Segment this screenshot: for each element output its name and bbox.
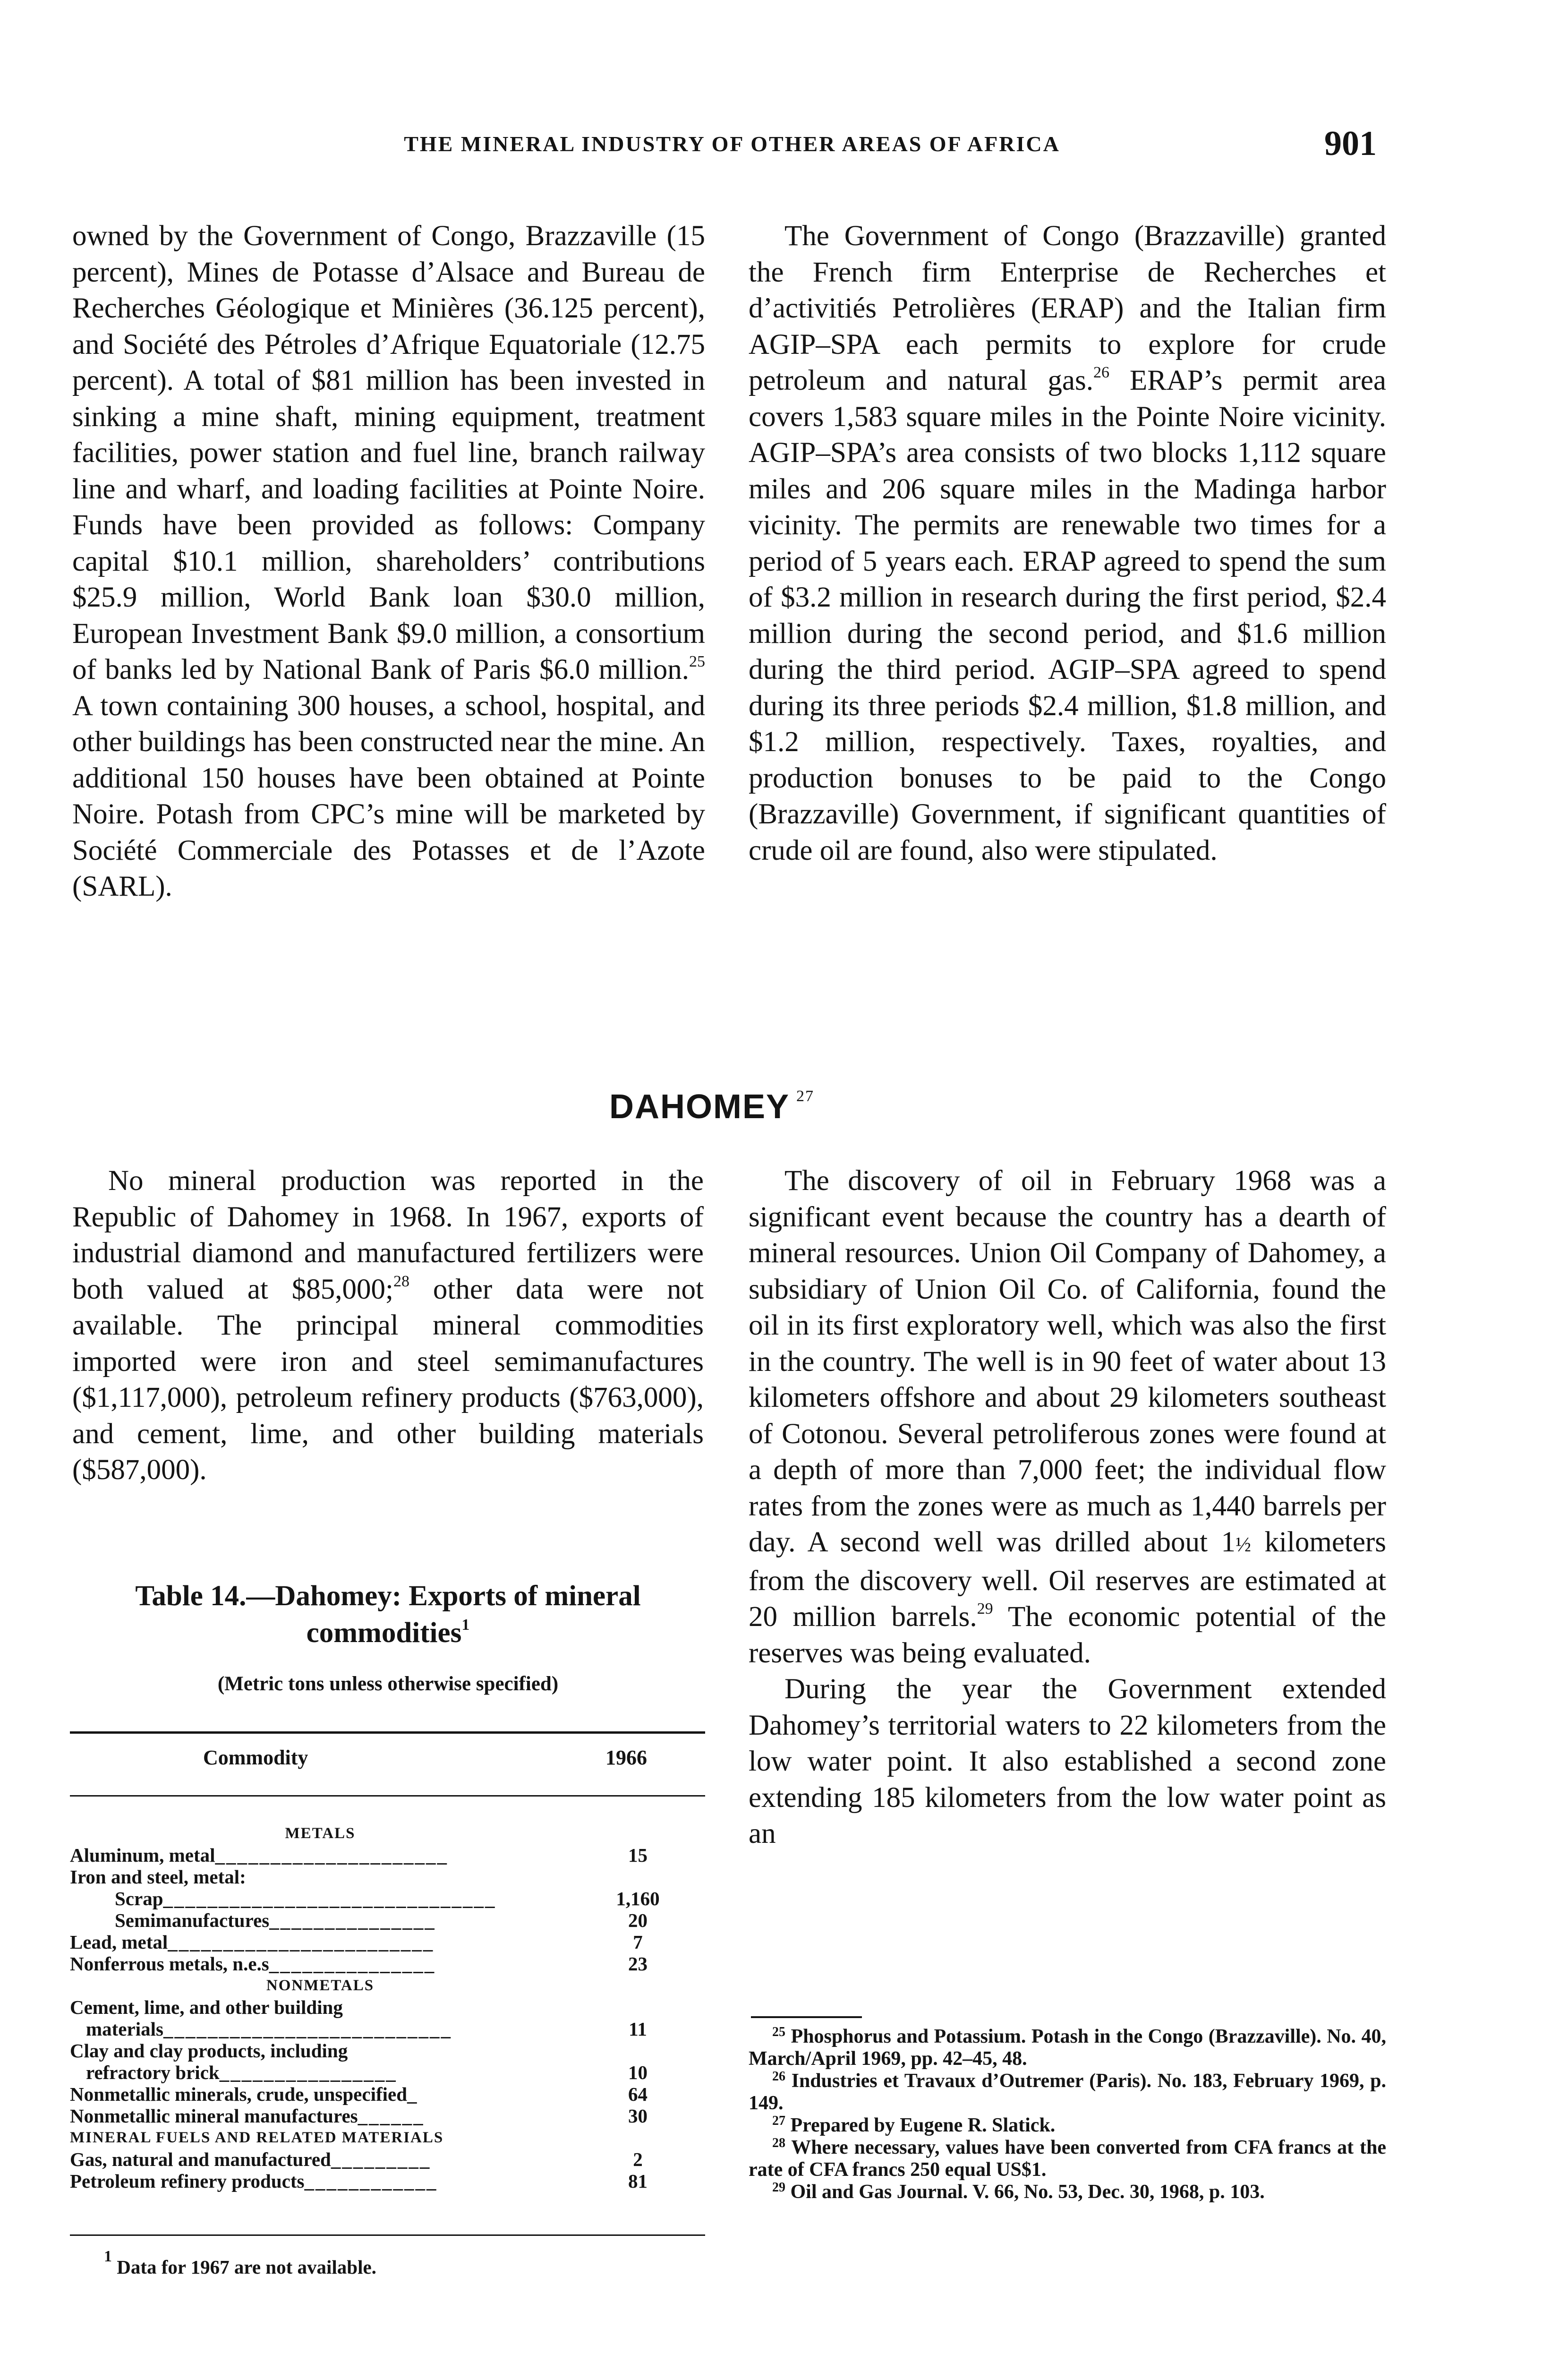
- footnote-28: $^{28}$ Where necessary, values have been converted from CFA francs at the rate of CFA francs 250 equal US$1.: [749, 2136, 1386, 2181]
- table-row: [70, 1866, 705, 1888]
- commodity-value: 23: [628, 1953, 648, 1975]
- commodity-value: 30: [628, 2105, 648, 2127]
- table-unit-note: (Metric tons unless otherwise specified): [217, 1673, 559, 1695]
- congo-petroleum-column: [749, 218, 1386, 869]
- paragraph: During the year the Government extended Dahomey’s territorial waters to 22 kilometers from the low water point. It also established a second zone extending 185 kilometers from the low water point as an: [749, 1673, 1386, 1849]
- commodity-name: Lead, metal________________________: [70, 1931, 435, 1953]
- dahomey-oil-column: [749, 1163, 1386, 1852]
- commodity-value: 11: [629, 2018, 647, 2040]
- table-row: [70, 1888, 705, 1909]
- commodity-name: Iron and steel, metal:: [70, 1866, 246, 1888]
- table-footnote: $^1$ Data for 1967 are not available.: [104, 2248, 376, 2278]
- footnotes: [749, 2026, 1386, 2203]
- running-head: THE MINERAL INDUSTRY OF OTHER AREAS OF AFRICA: [404, 132, 1060, 156]
- commodity-value: 20: [628, 1909, 648, 1931]
- commodity-name: Nonmetallic minerals, crude, unspecified_: [70, 2083, 418, 2105]
- table-row: [70, 2170, 705, 2192]
- table-row: [70, 1844, 705, 1866]
- footnote-29: $^{29}$ Oil and Gas Journal. V. 66, No. 53, Dec. 30, 1968, p. 103.: [772, 2180, 1265, 2203]
- commodity-value: 10: [628, 2062, 648, 2083]
- category-label: MINERAL FUELS AND RELATED MATERIALS: [70, 2129, 444, 2146]
- congo-potash-column: [72, 218, 705, 905]
- footnote-ref[interactable]: 27: [796, 1087, 815, 1105]
- commodity-value: 7: [633, 1931, 643, 1953]
- table-category-row: [70, 2127, 705, 2148]
- table-row: [70, 1996, 705, 2040]
- commodity-value: 15: [628, 1844, 648, 1866]
- footnote-ref[interactable]: 28: [393, 1272, 409, 1290]
- commodity-value: 81: [628, 2170, 648, 2192]
- column-header-commodity: Commodity: [203, 1746, 308, 1769]
- section-heading-dahomey: DAHOMEY $^{27}$: [609, 1087, 815, 1126]
- commodity-value: 2: [633, 2148, 643, 2170]
- paragraph: The discovery of oil in February 1968 was a significant event because the country has a dearth of mineral resources. Union Oil Company of Dahomey, a subsidiary of Union Oil Co. of California, found the oil in its first exploratory well, which was also the first in the country. The well is in 90 feet of water about 13 kilometers offshore and about 29 kilometers southeast of Cotonou. Several petroliferous zones were found at a depth of more than 7,000 feet; the individual flow rates from the zones were as much as 1,440 barrels per day. A second well was drilled about 1½ kilometers from the discovery well. Oil reserves are estimated at 20 million barrels.$^{29}$ The economic potential of the reserves was being evaluated.: [749, 1165, 1386, 1669]
- commodity-name: Semimanufactures_______________: [115, 1909, 436, 1931]
- commodity-value: 64: [628, 2083, 648, 2105]
- commodity-value: 1,160: [616, 1888, 660, 1909]
- commodity-name: Petroleum refinery products____________: [70, 2170, 438, 2192]
- commodity-name: Nonferrous metals, n.e.s_______________: [70, 1953, 436, 1975]
- table-row: [70, 1931, 705, 1953]
- footnote-26: $^{26}$ Industries et Travaux d’Outremer (Paris). No. 183, February 1969, p. 149.: [749, 2069, 1386, 2114]
- table-row: [70, 1953, 705, 1975]
- commodity-name: Cement, lime, and other building materials__________________________: [70, 1996, 452, 2040]
- commodity-name: Nonmetallic mineral manufactures______: [70, 2105, 425, 2127]
- table-title: Table 14.—Dahomey: Exports of mineral commodities$^1$: [135, 1580, 641, 1649]
- table-category-row: [70, 1823, 705, 1844]
- footnote-ref[interactable]: 29: [977, 1600, 993, 1617]
- category-label: METALS: [285, 1825, 356, 1842]
- paragraph: No mineral production was reported in the Republic of Dahomey in 1968. In 1967, exports of industrial diamond and manufactured fertilizers were both valued at $85,000;$^{28}$ other data were not available. The principal mineral commodities imported were iron and steel semimanufactures ($1,117,000), petroleum refinery products ($763,000), and cement, lime, and other building materials ($587,000).: [72, 1165, 704, 1486]
- table-header-rule: [70, 1795, 705, 1797]
- paragraph: owned by the Government of Congo, Brazzaville (15 percent), Mines de Potasse d’Alsace and Bureau de Recherches Géologique et Minières (36.125 percent), and Société des Pétroles d’Afrique Equatoriale (12.75 percent). A total of $81 million has been invested in sinking a mine shaft, mining equipment, treatment facilities, power station and fuel line, branch railway line and wharf, and loading facilities at Pointe Noire. Funds have been provided as follows: Company capital $10.1 million, shareholders’ contributions $25.9 million, World Bank loan $30.0 million, European Investment Bank $9.0 million, a consortium of banks led by National Bank of Paris $6.0 million.$^{25}$ A town containing 300 houses, a school, hospital, and other buildings has been constructed near the mine. An additional 150 houses have been obtained at Pointe Noire. Potash from CPC’s mine will be marketed by Société Commerciale des Potasses et de l’Azote (SARL).: [72, 220, 705, 902]
- exports-table: [70, 1823, 705, 2192]
- table-category-row: [70, 1975, 705, 1996]
- footnote-ref[interactable]: 26: [1093, 364, 1109, 381]
- footnote-marker: 1: [104, 2248, 112, 2265]
- table-row: [70, 2083, 705, 2105]
- table-row: [70, 2040, 705, 2083]
- paragraph: The Government of Congo (Brazzaville) granted the French firm Enterprise de Recherches et d’activitiés Petrolières (ERAP) and the Italian firm AGIP–SPA each permits to explore for crude petroleum and natural gas.$^{26}$ ERAP’s permit area covers 1,583 square miles in the Pointe Noire vicinity. AGIP–SPA’s area consists of two blocks 1,112 square miles and 206 square miles in the Madinga harbor vicinity. The permits are renewable two times for a period of 5 years each. ERAP agreed to spend the sum of $3.2 million in research during the first period, $2.4 million during the second period, and $1.6 million during the third period. AGIP–SPA agreed to spend during its three periods $2.4 million, $1.8 million, and $1.2 million, respectively. Taxes, royalties, and production bonuses to be paid to the Congo (Brazzaville) Government, if significant quantities of crude oil are found, also were stipulated.: [749, 220, 1386, 866]
- table-row: [70, 1909, 705, 1931]
- commodity-name: Aluminum, metal_____________________: [70, 1844, 448, 1866]
- table-bottom-rule: [70, 2234, 705, 2236]
- table-row: [70, 2105, 705, 2127]
- category-label: NONMETALS: [266, 1977, 375, 1994]
- commodity-name: Scrap______________________________: [115, 1888, 496, 1909]
- commodity-name: Clay and clay products, including refractory brick________________: [70, 2040, 397, 2083]
- footnote-25: $^{25}$ Phosphorus and Potassium. Potash in the Congo (Brazzaville). No. 40, March/April 1969, pp. 42–45, 48.: [749, 2025, 1386, 2070]
- dahomey-intro-column: [72, 1163, 704, 1489]
- footnote-ref[interactable]: 25: [689, 653, 705, 670]
- footnote-rule: [751, 2016, 862, 2018]
- table-top-rule: [70, 1731, 705, 1734]
- page-number: 901: [1324, 124, 1377, 163]
- footnote-27: $^{27}$ Prepared by Eugene R. Slatick.: [772, 2114, 1056, 2136]
- commodity-name: Gas, natural and manufactured_________: [70, 2148, 431, 2170]
- footnote-ref[interactable]: 1: [461, 1616, 470, 1634]
- column-header-year: 1966: [605, 1746, 647, 1769]
- table-row: [70, 2148, 705, 2170]
